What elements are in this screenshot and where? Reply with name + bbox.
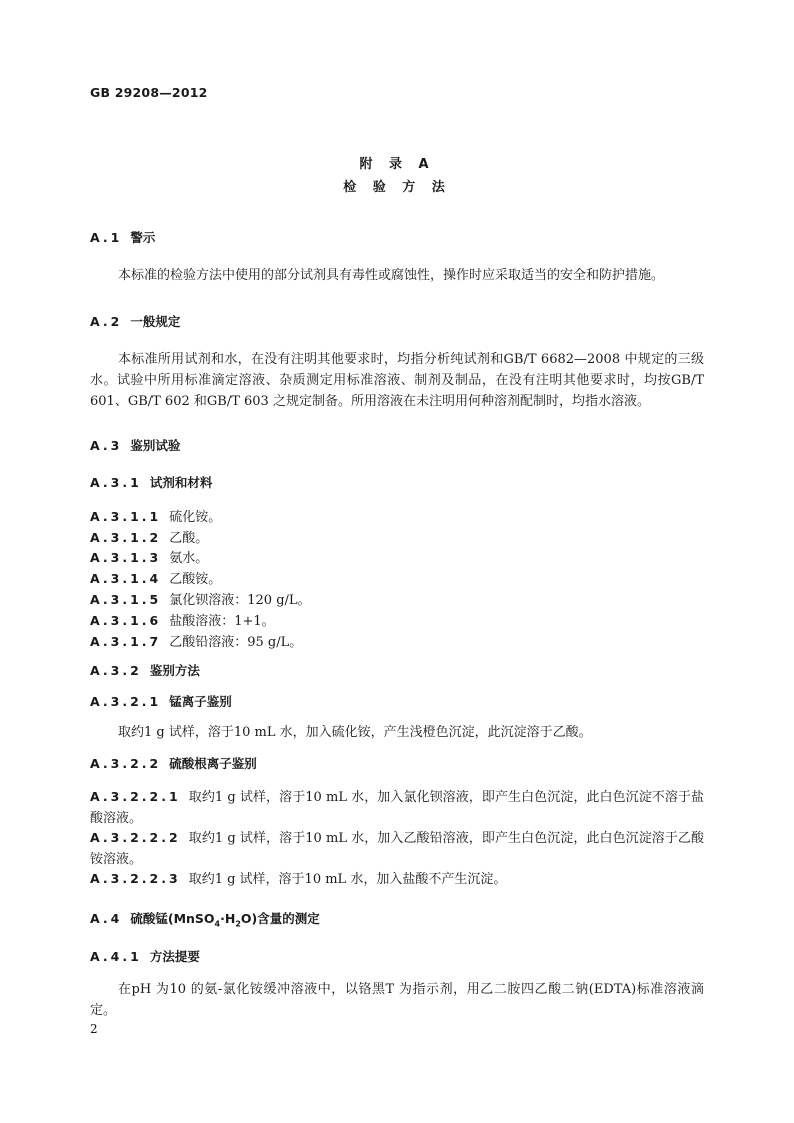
item-number: A.3.2.2.3 <box>90 871 181 886</box>
item-text: 乙酸铅溶液：95 g/L。 <box>169 635 303 650</box>
section-title: 警示 <box>130 230 156 245</box>
item-number: A.3.1.7 <box>90 634 162 649</box>
title-part: O)含量的测定 <box>240 911 320 926</box>
section-number: A.3.2.2 <box>90 756 162 771</box>
list-item <box>90 610 275 629</box>
list-item <box>90 631 302 650</box>
list-item <box>90 589 311 608</box>
item-text: 氨水。 <box>169 551 209 566</box>
section-title: 鉴别试验 <box>130 438 181 453</box>
section-number: A.3.1 <box>90 475 142 490</box>
section-title: 方法提要 <box>149 949 200 964</box>
item-number: A.3.1.2 <box>90 530 162 545</box>
section-number: A.4.1 <box>90 949 142 964</box>
section-number: A.3.2.1 <box>90 694 162 709</box>
paragraph-general-rules: 本标准所用试剂和水，在没有注明其他要求时，均指分析纯试剂和GB/T 6682—2008 中规定的三级水。试验中所用标准滴定溶液、杂质测定用标准溶液、制剂及制品，在没有注明其他要求时，均按GB/T 601、GB/T 602 和GB/T 603 之规定制备。所用溶液在未注明用何种溶剂配制时，均指水溶液。 <box>90 352 704 409</box>
section-title: 锰离子鉴别 <box>169 694 232 709</box>
item-number: A.3.2.2.1 <box>90 789 181 804</box>
item-number: A.3.1.1 <box>90 509 162 524</box>
section-heading-a31 <box>90 473 212 491</box>
subscript: 2 <box>235 919 241 929</box>
section-number: A.3 <box>90 438 123 453</box>
item-text: 氯化钡溶液：120 g/L。 <box>169 593 311 608</box>
item-text: 取约1 g 试样，溶于10 mL 水，加入盐酸不产生沉淀。 <box>188 872 507 887</box>
annex-label: 附 录 A <box>359 157 435 172</box>
item-number: A.3.1.3 <box>90 550 162 565</box>
item-number: A.3.1.5 <box>90 592 162 607</box>
section-number: A.3.2 <box>90 663 142 678</box>
paragraph-manganese-identification: 取约1 g 试样，溶于10 mL 水，加入硫化铵，产生浅橙色沉淀，此沉淀溶于乙酸。 <box>118 725 592 740</box>
item-text: 取约1 g 试样，溶于10 mL 水，加入乙酸铅溶液，即产生白色沉淀，此白色沉淀溶于乙酸铵溶液。 <box>90 831 704 867</box>
section-title: 硫酸根离子鉴别 <box>169 756 257 771</box>
section-title <box>130 911 320 929</box>
subscript: 4 <box>214 919 221 929</box>
section-title: 鉴别方法 <box>149 663 200 678</box>
section-heading-a322 <box>90 754 257 772</box>
item-number: A.3.1.4 <box>90 571 162 586</box>
item-text: 乙酸。 <box>169 531 209 546</box>
section-title: 一般规定 <box>130 314 181 329</box>
section-number: A.4 <box>90 911 123 926</box>
annex-title: 检 验 方 法 <box>343 180 451 195</box>
list-item <box>90 786 704 829</box>
title-part: 硫酸锰(MnSO <box>130 911 215 926</box>
title-part: ·H <box>220 911 236 926</box>
standard-code: GB 29208—2012 <box>90 85 208 100</box>
item-number: A.3.1.6 <box>90 613 162 628</box>
section-heading-a321 <box>90 692 232 710</box>
section-heading-a1 <box>90 228 155 246</box>
section-heading-a2 <box>90 312 180 330</box>
section-number: A.2 <box>90 314 123 329</box>
item-text: 盐酸溶液：1+1。 <box>169 614 275 629</box>
item-text: 乙酸铵。 <box>169 572 222 587</box>
page-number: 2 <box>90 1022 98 1036</box>
list-item <box>90 506 221 525</box>
section-heading-a32 <box>90 661 200 679</box>
list-item <box>90 827 704 870</box>
section-heading-a4 <box>90 909 320 929</box>
item-text: 硫化铵。 <box>169 510 222 525</box>
paragraph-warning: 本标准的检验方法中使用的部分试剂具有毒性或腐蚀性，操作时应采取适当的安全和防护措施。 <box>118 268 665 283</box>
list-item <box>90 568 221 587</box>
section-heading-a3 <box>90 436 180 454</box>
paragraph-method-summary: 在pH 为10 的氨-氯化铵缓冲溶液中，以铬黑T 为指示剂，用乙二胺四乙酸二钠(EDTA)标准溶液滴定。 <box>90 982 704 1018</box>
section-number: A.1 <box>90 230 123 245</box>
section-title: 试剂和材料 <box>149 475 213 490</box>
section-heading-a41 <box>90 947 200 965</box>
item-number: A.3.2.2.2 <box>90 830 181 845</box>
list-item <box>90 868 704 890</box>
item-text: 取约1 g 试样，溶于10 mL 水，加入氯化钡溶液，即产生白色沉淀，此白色沉淀不溶于盐酸溶液。 <box>90 790 704 826</box>
list-item <box>90 547 208 566</box>
list-item <box>90 527 208 546</box>
